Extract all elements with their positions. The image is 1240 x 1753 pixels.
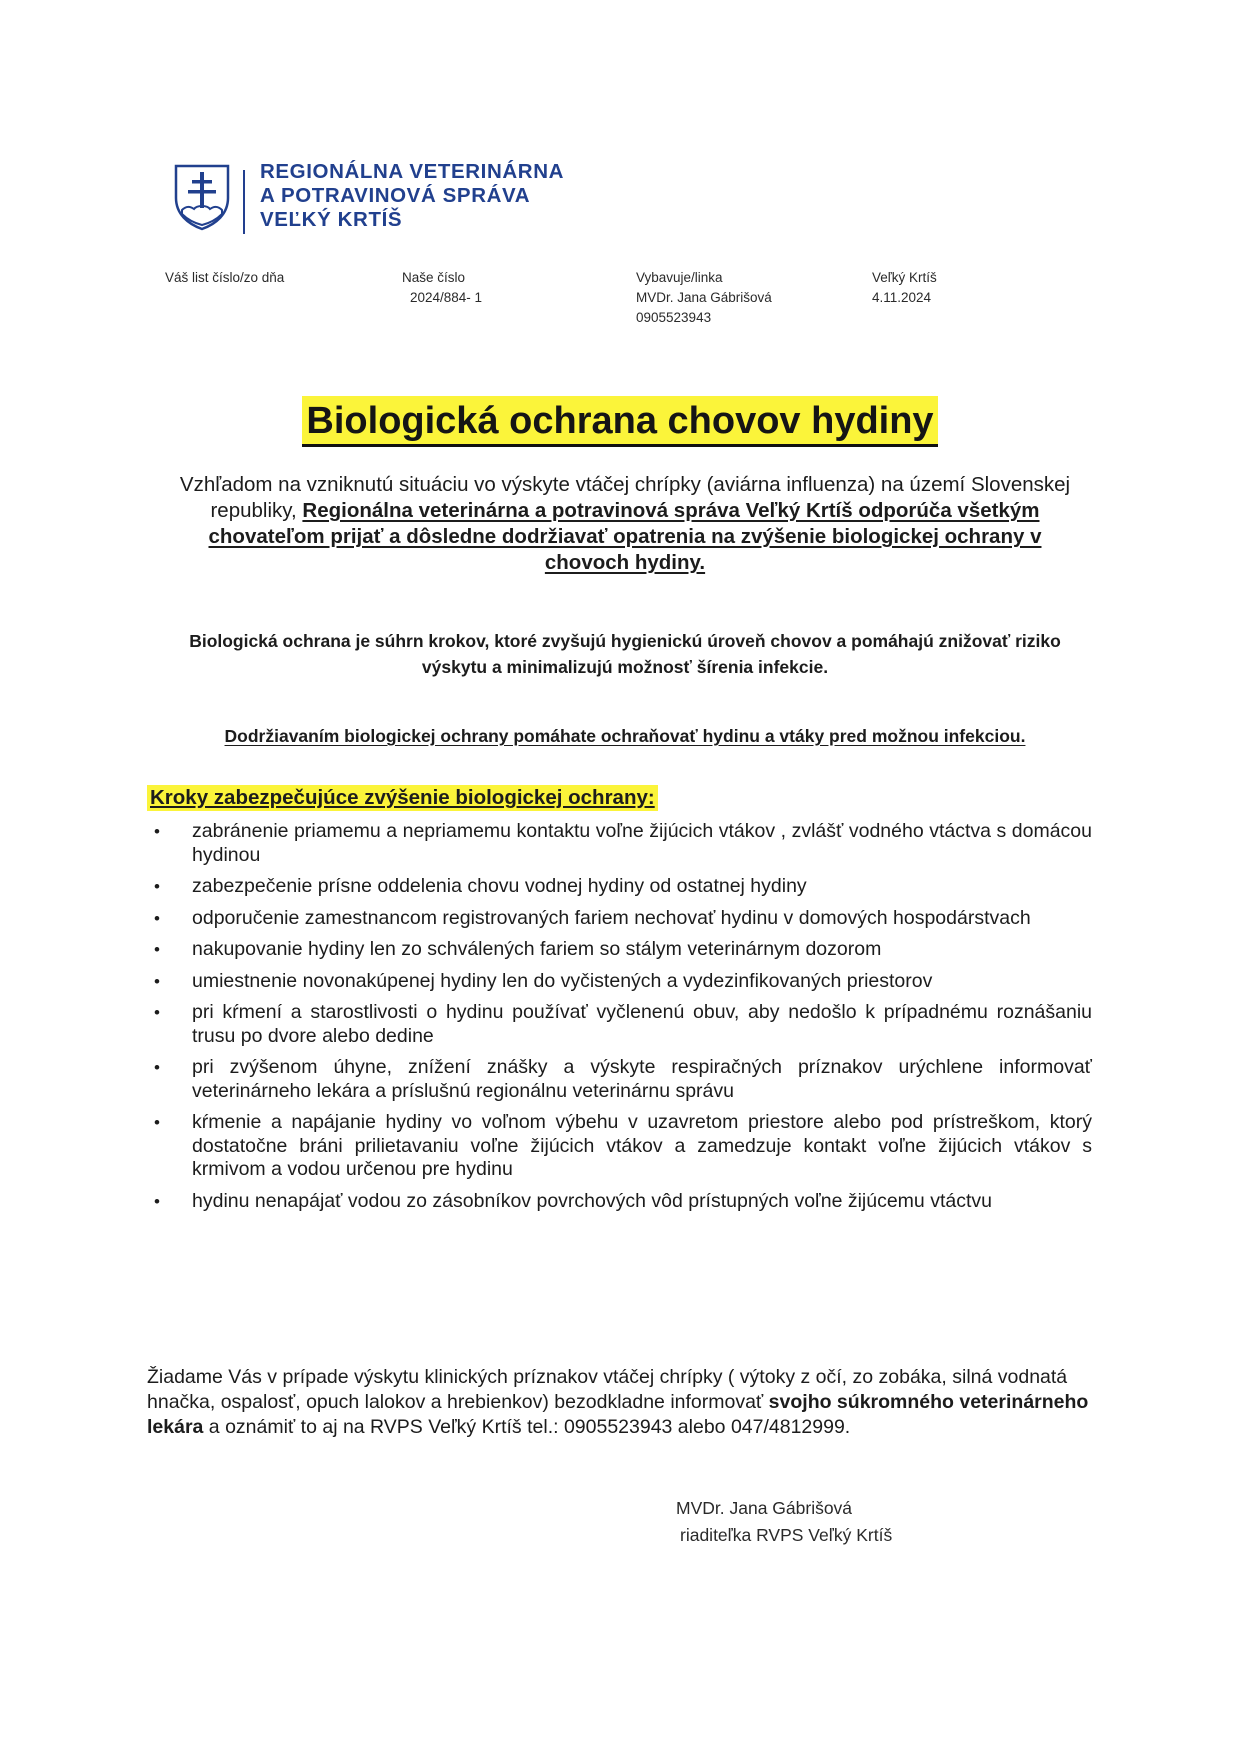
signature-role: riaditeľka RVPS Veľký Krtíš: [680, 1525, 893, 1545]
org-line-3: VEĽKÝ KRTÍŠ: [260, 208, 403, 231]
steps-heading: Kroky zabezpečujúce zvýšenie biologickej ochrany:: [147, 785, 658, 811]
place-date-ref: [872, 268, 937, 308]
bullet-icon: •: [154, 1058, 160, 1077]
list-item-text: nakupovanie hydiny len zo schválených fariem so stálym veterinárnym dozorom: [192, 938, 882, 960]
org-line-2: A POTRAVINOVÁ SPRÁVA: [260, 184, 531, 207]
closing-bold: svojho súkromného veterinárneho lekára: [147, 1391, 1089, 1438]
date: 4.11.2024: [872, 290, 932, 305]
handled-by-ref: [636, 268, 772, 328]
list-item-text: hydinu nenapájať vodou zo zásobníkov povrchových vôd prístupných voľne žijúcemu vtáctvu: [192, 1189, 992, 1212]
note-paragraph: Dodržiavaním biologickej ochrany pomáhate ochraňovať hydinu a vtáky pred možnou infekciou.: [224, 726, 1026, 746]
bullet-icon: •: [154, 1003, 160, 1022]
place: Veľký Krtíš: [872, 270, 937, 285]
list-item-text: umiestnenie novonakúpenej hydiny len do vyčistených a vydezinfikovaných priestorov: [192, 969, 933, 992]
intro-text: Vzhľadom na vzniknutú situáciu vo výskyte vtáčej chrípky (aviárna influenza) na území Slovenskej republiky,: [179, 473, 1071, 522]
intro-emphasis: Regionálna veterinárna a potravinová správa Veľký Krtíš odporúča všetkým chovateľom prijať a dôsledne dodržiavať opatrenia na zvýšenie biologickej ochrany v chovoch hydiny.: [208, 499, 1042, 574]
document-title: Biologická ochrana chovov hydiny: [302, 396, 937, 447]
list-item-text: odporučenie zamestnancom registrovaných fariem nechovať hydinu v domových hospodárstvach: [192, 906, 1031, 929]
intro-paragraph: [170, 472, 1080, 576]
list-item: [150, 1111, 1092, 1182]
handled-by-name: MVDr. Jana Gábrišová: [636, 290, 772, 305]
closing-paragraph: [147, 1365, 1092, 1440]
our-number-label: Naše číslo: [402, 270, 466, 285]
list-item: [150, 938, 1092, 962]
your-letter-label: Váš list číslo/zo dňa: [165, 270, 285, 285]
organization-name: [260, 160, 564, 232]
steps-list: [150, 820, 1092, 1221]
closing-text-1: Žiadame Vás v prípade výskytu klinických príznakov vtáčej chrípky ( výtoky z očí, zo zobáka, silná vodnatá hnačka, ospalosť, opuch lalokov a hrebienkov) bezodkladne informovať: [147, 1366, 1068, 1413]
bullet-icon: •: [154, 971, 160, 991]
logo-divider: [243, 170, 245, 234]
list-item-text: pri kŕmení a starostlivosti o hydinu používať vyčlenenú obuv, aby nedošlo k prípadnému roznášaniu trusu po dvore alebo dedine: [192, 1001, 1092, 1047]
list-item-text: zabezpečenie prísne oddelenia chovu vodnej hydiny od ostatnej hydiny: [192, 875, 807, 897]
list-item-text: pri zvýšenom úhyne, znížení znášky a výskyte respiračných príznakov urýchlene informovať veterinárneho lekára a príslušnú regionálnu veterinárnu správu: [192, 1056, 1092, 1102]
handled-by-phone: 0905523943: [636, 310, 712, 325]
bullet-icon: •: [154, 877, 160, 896]
signature-name: MVDr. Jana Gábrišová: [676, 1498, 853, 1518]
bullet-icon: •: [154, 822, 160, 841]
title-container: [0, 396, 1240, 447]
signature-block: [676, 1495, 892, 1549]
our-number-value: 2024/884- 1: [410, 290, 483, 305]
definition-paragraph: Biologická ochrana je súhrn krokov, ktoré zvyšujú hygienickú úroveň chovov a pomáhajú znižovať riziko výskytu a minimalizujú možnosť šírenia infekcie.: [189, 631, 1061, 677]
list-item: [150, 1056, 1092, 1103]
coat-of-arms-icon: [172, 162, 232, 232]
list-item: [150, 1001, 1092, 1048]
org-line-1: REGIONÁLNA VETERINÁRNA: [260, 160, 565, 183]
list-item: [150, 820, 1092, 867]
list-item-text: zabránenie priamemu a nepriamemu kontaktu voľne žijúcich vtákov , zvlášť vodného vtáctva s domácou hydinou: [192, 820, 1092, 866]
bullet-icon: •: [154, 1191, 160, 1211]
list-item: [150, 875, 1092, 899]
list-item-text: kŕmenie a napájanie hydiny vo voľnom výbehu v uzavretom priestore alebo pod prístreškom, ktorý dostatočne bráni prilietavaniu voľne žijúcich vtákov a zamedzuje kontakt voľne žijúcich vtákov s krmivom a vodou určenou pre hydinu: [192, 1111, 1092, 1180]
bullet-icon: •: [154, 1113, 160, 1132]
closing-text-2: a oznámiť to aj na RVPS Veľký Krtíš tel.: 0905523943 alebo 047/4812999.: [203, 1416, 851, 1438]
handled-by-label: Vybavuje/linka: [636, 270, 723, 285]
list-item: [150, 1190, 1092, 1214]
your-letter-ref: [165, 268, 284, 288]
list-item: [150, 970, 1092, 994]
bullet-icon: •: [154, 940, 160, 959]
bullet-icon: •: [154, 908, 160, 928]
our-number-ref: [402, 268, 482, 308]
list-item: [150, 907, 1092, 931]
